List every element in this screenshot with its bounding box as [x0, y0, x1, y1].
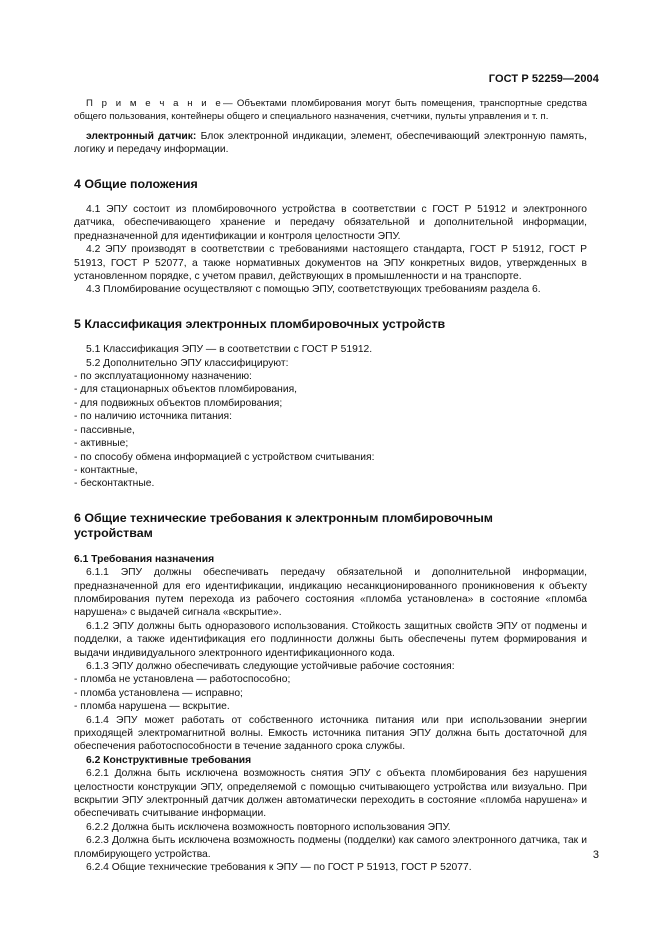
document-id-header: ГОСТ Р 52259—2004	[488, 73, 599, 85]
note-label: П р и м е ч а н и е	[86, 98, 223, 109]
paragraph-6-2-3: 6.2.3 Должна быть исключена возможность подмены (подделки) как самого электронного датчика, так и пломбирующего устройства.	[74, 835, 587, 860]
section-5-heading: 5 Классификация электронных пломбировочных устройств	[74, 316, 446, 331]
list-item: - контактные,	[74, 464, 138, 476]
paragraph-6-1-1: 6.1.1 ЭПУ должны обеспечивать передачу обязательной и дополнительной информации, предназначенной для его идентификации, индикацию несанкционированного проникновения к объекту пломбирования путем перехода из рабочего состояния «пломба установлена» в состояние «пломба нарушена» с выдачей сигнала «вскрытие».	[74, 567, 587, 619]
section-6-heading-line-1: 6 Общие технические требования к электронным пломбировочным	[74, 510, 493, 525]
list-item: - по способу обмена информацией с устройством считывания:	[74, 451, 375, 463]
list-item: - пассивные,	[74, 424, 135, 436]
section-5-paragraph-2: 5.2 Дополнительно ЭПУ классифицируют:	[86, 357, 289, 369]
definition-term: электронный датчик:	[86, 130, 197, 142]
classification-list	[74, 370, 587, 491]
section-5-paragraph-1: 5.1 Классификация ЭПУ — в соответствии с ГОСТ Р 51912.	[86, 344, 373, 356]
section-4-paragraph-1: 4.1 ЭПУ состоит из пломбировочного устройства в соответствии с ГОСТ Р 51912 и электронного датчика, обеспечивающего хранение и передачу обязательной и дополнительной информации, предназначенной для идентификации и контроля целостности ЭПУ.	[74, 203, 587, 242]
section-4-heading: 4 Общие положения	[74, 177, 198, 192]
paragraph-6-1-2: 6.1.2 ЭПУ должны быть одноразового использования. Стойкость защитных свойств ЭПУ от подмены и подделки, а также идентификация его подлинности должны быть обеспечены путем формирования и выдачи индивидуального электронного идентификационного кода.	[74, 620, 587, 659]
states-list	[74, 673, 587, 713]
definition-paragraph	[74, 130, 587, 157]
paragraph-6-2-1: 6.2.1 Должна быть исключена возможность снятия ЭПУ с объекта пломбирования без нарушения целостности конструкции ЭПУ, определяемой с помощью считывающего устройства или визуально. При вскрытии ЭПУ электронный датчик должен автоматически переходить в состояние «пломба нарушена» и обеспечивать считывание информации.	[74, 768, 587, 820]
list-item: - для стационарных объектов пломбирования,	[74, 384, 298, 396]
paragraph-6-2-2: 6.2.2 Должна быть исключена возможность повторного использования ЭПУ.	[86, 821, 451, 833]
section-6-heading-line-2: устройствам	[74, 526, 153, 541]
list-item: - по наличию источника питания:	[74, 411, 232, 423]
definition-text: Блок электронной индикации, элемент, обеспечивающий электронную память, логику и передачу информации.	[74, 130, 587, 155]
section-4-paragraph-2: 4.2 ЭПУ производят в соответствии с требованиями настоящего стандарта, ГОСТ Р 51912, ГОСТ Р 51913, ГОСТ Р 52077, а также нормативных документов на ЭПУ конкретных видов, утвержденных в установленном порядке, с учетом правил, действующих в промышленности и на транспорте.	[74, 244, 587, 282]
section-6-heading	[74, 511, 587, 542]
list-item: - для подвижных объектов пломбирования;	[74, 397, 283, 409]
note-text: — Объектами пломбирования могут быть помещения, транспортные средства общего пользования, контейнеры общего и специального назначения, счетчики, пульты управления и т. п.	[74, 98, 587, 122]
list-item: - пломба нарушена — вскрытие.	[74, 701, 230, 713]
paragraph-6-1-4: 6.1.4 ЭПУ может работать от собственного источника питания или при использовании энергии приходящей электромагнитной волны. Емкость источника питания ЭПУ должна быть достаточной для обеспечения работоспособности в течение заданного срока службы.	[74, 714, 587, 753]
page-number: 3	[592, 849, 599, 861]
list-item: - активные;	[74, 438, 129, 450]
note-paragraph	[74, 98, 587, 124]
subsection-6-1-heading: 6.1 Требования назначения	[74, 553, 215, 565]
paragraph-6-1-3: 6.1.3 ЭПУ должно обеспечивать следующие устойчивые рабочие состояния:	[86, 660, 455, 672]
list-item: - бесконтактные.	[74, 478, 155, 490]
list-item: - пломба установлена — исправно;	[74, 687, 243, 699]
subsection-6-2-heading: 6.2 Конструктивные требования	[86, 754, 252, 766]
list-item: - по эксплуатационному назначению:	[74, 371, 252, 383]
paragraph-6-2-4: 6.2.4 Общие технические требования к ЭПУ — по ГОСТ Р 51913, ГОСТ Р 52077.	[86, 862, 472, 874]
section-4-paragraph-3: 4.3 Пломбирование осуществляют с помощью ЭПУ, соответствующих требованиям раздела 6.	[86, 284, 541, 296]
page-body	[74, 98, 587, 874]
list-item: - пломба не установлена — работоспособно;	[74, 674, 291, 686]
